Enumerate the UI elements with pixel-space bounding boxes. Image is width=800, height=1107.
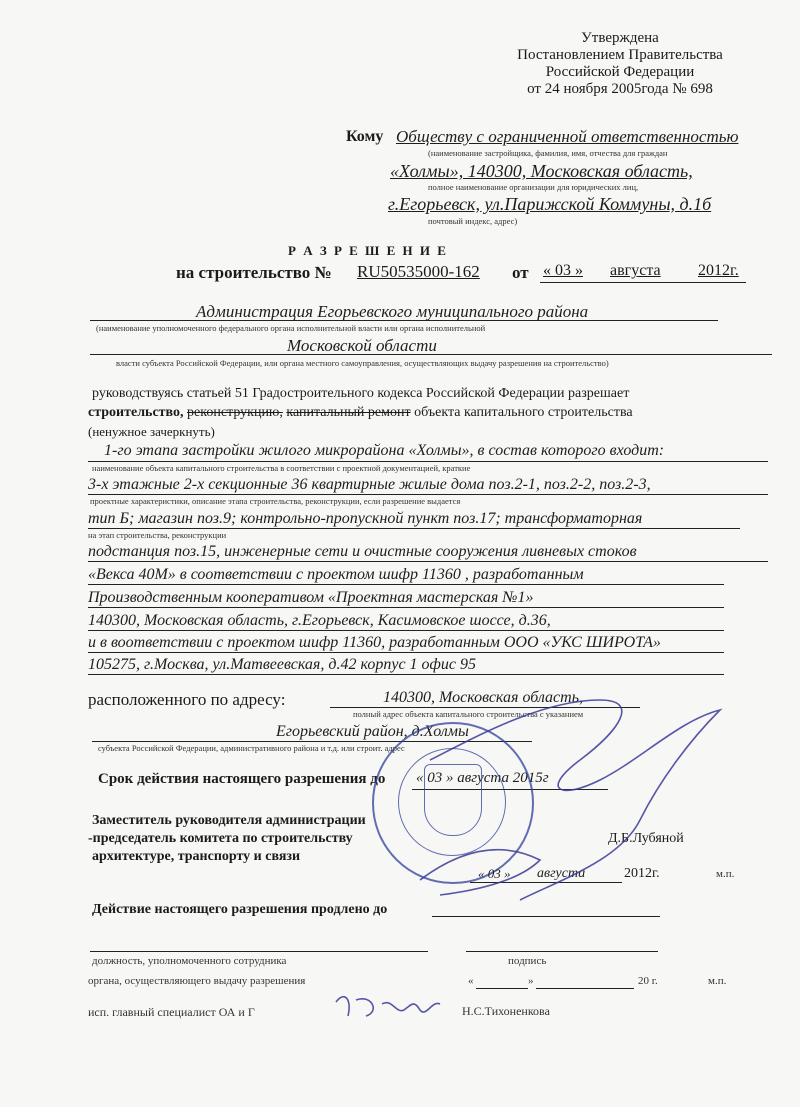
reconstruction-option: реконструкцию, — [187, 405, 283, 420]
construction-option: строительство, — [88, 405, 184, 420]
extension-quote-open: « — [468, 975, 474, 987]
object-underline-5 — [88, 584, 724, 585]
permit-month: августа — [610, 262, 661, 279]
approval-country: Российской Федерации — [545, 64, 695, 80]
strike-note: (ненужное зачеркнуть) — [88, 424, 215, 439]
location-underline-1 — [330, 707, 640, 708]
object-underline-8 — [88, 652, 724, 653]
signatory-date-month: августа — [537, 866, 586, 881]
location-value-1: 140300, Московская область, — [383, 689, 583, 706]
extension-mp: м.п. — [708, 975, 727, 987]
permit-prefix: на строительство № — [176, 263, 332, 282]
object-hint-3: на этап строительства, реконструкции — [88, 530, 227, 540]
permit-number: RU50535000-162 — [357, 262, 480, 281]
object-hint-2: проектные характеристики, описание этапа строительства, реконструкции, если разрешение выдается — [90, 496, 461, 506]
issuer-line-1 — [90, 320, 718, 321]
extension-hint-signature: подпись — [508, 955, 547, 967]
recipient-value-3: г.Егорьевск, ул.Парижской Коммуны, д.1б — [388, 194, 712, 214]
approval-title: Утверждена — [581, 30, 659, 46]
object-line-1: 1-го этапа застройки жилого микрорайона «Холмы», в состав которого входит: — [104, 442, 665, 459]
recipient-hint-1: (наименование застройщика, фамилия, имя, отчества для граждан — [428, 148, 668, 158]
object-line-7: 140300, Московская область, г.Егорьевск, Касимовское шоссе, д.36, — [88, 612, 551, 629]
object-underline-4 — [88, 561, 768, 562]
validity-label: Срок действия настоящего разрешения до — [98, 771, 386, 787]
extension-position-line — [90, 951, 428, 952]
issuer-line-2 — [90, 354, 772, 355]
capital-repair-option: капитальный ремонт — [286, 405, 411, 420]
validity-value: « 03 » августа 2015г — [416, 770, 549, 786]
object-underline-2 — [88, 494, 768, 495]
extension-signature-line — [466, 951, 658, 952]
extension-hint-position: должность, уполномоченного сотрудника — [92, 955, 287, 967]
extension-year: 20 г. — [638, 975, 658, 987]
recipient-value-1: Обществу с ограниченной ответственностью — [396, 127, 739, 146]
location-value-2: Егорьевский район, д.Холмы — [276, 723, 469, 740]
approval-block — [480, 30, 760, 98]
approval-decree: Постановлением Правительства — [517, 47, 723, 63]
location-hint-2: субъекта Российской Федерации, административного района и т.д. или строит. адрес — [98, 743, 405, 753]
object-line-4: подстанция поз.15, инженерные сети и очистные сооружения ливневых стоков — [88, 543, 637, 560]
extension-month-line — [536, 988, 634, 989]
signatory-date-day: « 03 » — [478, 866, 511, 881]
signatory-line-2: -председатель комитета по строительству — [88, 831, 353, 846]
object-tail: объекта капитального строительства — [414, 405, 633, 420]
object-underline-1 — [88, 461, 768, 462]
issuer-value-1: Администрация Егорьевского муниципального района — [196, 302, 589, 321]
signatory-line-3: архитектуре, транспорту и связи — [92, 849, 301, 864]
recipient-value-2: «Холмы», 140300, Московская область, — [390, 161, 693, 181]
issuer-value-2: Московской области — [287, 336, 437, 355]
permit-date-underline — [540, 282, 746, 283]
recipient-label: Кому — [346, 128, 384, 145]
extension-hint-organ: органа, осуществляющего выдачу разрешения — [88, 975, 306, 987]
body-guided-text: руководствуясь статьей 51 Градостроительного кодекса Российской Федерации разрешает — [92, 386, 630, 401]
object-underline-9 — [88, 674, 724, 675]
extension-quote-close: » — [528, 975, 534, 987]
footer-name: Н.С.Тихоненкова — [462, 1004, 550, 1018]
extension-label: Действие настоящего разрешения продлено до — [92, 902, 388, 917]
approval-date: от 24 ноября 2005года № 698 — [527, 81, 713, 97]
object-underline-3 — [88, 528, 740, 529]
extension-day-line — [476, 988, 528, 989]
object-line-6: Производственным кооперативом «Проектная мастерская №1» — [88, 589, 534, 606]
extension-date-line — [432, 916, 660, 917]
permit-ot: от — [512, 263, 529, 282]
object-line-5: «Векса 40М» в соответствии с проектом шифр 11360 , разработанным — [88, 566, 584, 583]
object-line-3: тип Б; магазин поз.9; контрольно-пропускной пункт поз.17; трансформаторная — [88, 510, 643, 527]
signatory-date-year: 2012г. — [624, 866, 660, 881]
issuer-hint-1: (наименование уполномоченного федерального органа исполнительной власти или органа исполнительной — [96, 323, 486, 333]
location-label: расположенного по адресу: — [88, 690, 286, 709]
object-line-8: и в воответствии с проектом шифр 11360, разработанным ООО «УКС ШИРОТА» — [88, 634, 661, 651]
executor-signature-icon — [336, 997, 440, 1016]
object-underline-6 — [88, 607, 724, 608]
footer-executor: исп. главный специалист ОА и Г — [88, 1005, 255, 1019]
signatory-name: Д.Б.Лубяной — [608, 831, 684, 846]
recipient-hint-2: полное наименование организации для юридических лиц, — [428, 182, 639, 192]
recipient-hint-3: почтовый индекс, адрес) — [428, 216, 518, 226]
signatory-mp: м.п. — [716, 868, 735, 880]
body-action-line — [88, 405, 633, 421]
permit-day: « 03 » — [543, 262, 583, 279]
object-line-9: 105275, г.Москва, ул.Матвеевская, д.42 корпус 1 офис 95 — [88, 656, 476, 673]
signatory-line-1: Заместитель руководителя администрации — [92, 813, 366, 828]
object-hint-1: наименование объекта капитального строительства в соответствии с проектной документацией, краткие — [92, 463, 471, 473]
official-stamp — [372, 722, 534, 884]
signatory-date-underline — [470, 882, 622, 883]
document-heading: Р А З Р Е Ш Е Н И Е — [288, 243, 448, 258]
permit-year: 2012г. — [698, 262, 739, 279]
object-line-2: 3-х этажные 2-х секционные 36 квартирные жилые дома поз.2-1, поз.2-2, поз.2-3, — [88, 476, 651, 493]
coat-of-arms-icon — [424, 764, 482, 836]
issuer-hint-2: власти субъекта Российской Федерации, или органа местного самоуправления, осуществляющих выдачу разрешения на строительство) — [116, 358, 609, 368]
location-hint-1: полный адрес объекта капитального строительства с указанием — [353, 709, 584, 719]
object-underline-7 — [88, 630, 724, 631]
